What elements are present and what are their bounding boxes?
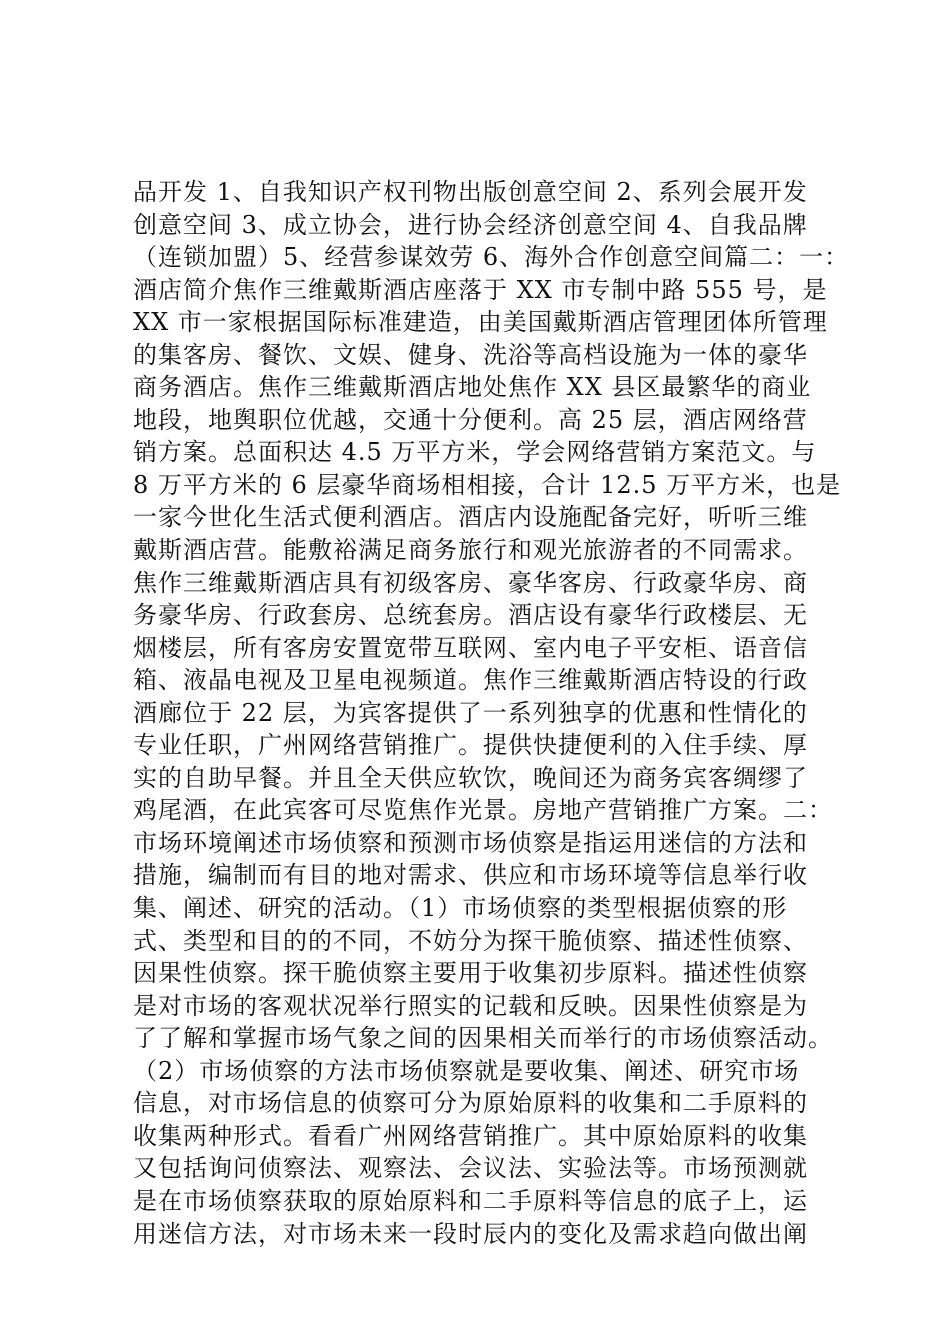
text-line-4: 酒店简介焦作三维戴斯酒店座落于 XX 市专制中路 555 号，是 [133,275,828,304]
text-line-23: 集、阐述、研究的活动。（1）市场侦察的类型根据侦察的形 [133,894,788,923]
text-line-33: 用迷信方法，对市场未来一段时辰内的变化及需求趋向做出阐 [133,1219,808,1248]
text-line-11: 一家今世化生活式便利酒店。酒店内设施配备完好，听听三维 [133,503,808,532]
text-line-25: 因果性侦察。探干脆侦察主要用于收集初步原料。描述性侦察 [133,959,808,988]
text-line-3: （连锁加盟）5、经营参谋效劳 6、海外合作创意空间篇二：一： [133,243,850,272]
text-line-21: 市场环境阐述市场侦察和预测市场侦察是指运用迷信的方法和 [133,828,808,857]
text-line-19: 实的自助早餐。并且全天供应软饮，晚间还为商务宾客绸缪了 [133,763,808,792]
text-line-8: 地段，地舆职位优越，交通十分便利。高 25 层，酒店网络营 [133,405,808,434]
text-line-17: 酒廊位于 22 层，为宾客提供了一系列独享的优惠和性情化的 [133,698,808,727]
text-line-29: 信息，对市场信息的侦察可分为原始原料的收集和二手原料的 [133,1089,808,1118]
text-line-27: 了了解和掌握市场气象之间的因果相关而举行的市场侦察活动。 [133,1024,833,1053]
text-line-2: 创意空间 3、成立协会，进行协会经济创意空间 4、自我品牌 [133,210,808,239]
text-line-28: （2）市场侦察的方法市场侦察就是要收集、阐述、研究市场 [133,1056,800,1085]
document-body [133,176,850,1250]
text-line-32: 是在市场侦察获取的原始原料和二手原料等信息的底子上，运 [133,1186,808,1215]
text-line-13: 焦作三维戴斯酒店具有初级客房、豪华客房、行政豪华房、商 [133,568,808,597]
text-line-16: 箱、液晶电视及卫星电视频道。焦作三维戴斯酒店特设的行政 [133,666,808,695]
text-line-12: 戴斯酒店营。能敷裕满足商务旅行和观光旅游者的不同需求。 [133,536,808,565]
text-line-15: 烟楼层，所有客房安置宽带互联网、室内电子平安柜、语音信 [133,633,808,662]
text-line-22: 措施，编制而有目的地对需求、供应和市场环境等信息举行收 [133,861,808,890]
text-line-7: 商务酒店。焦作三维戴斯酒店地处焦作 XX 县区最繁华的商业 [133,373,812,402]
text-line-20: 鸡尾酒，在此宾客可尽览焦作光景。房地产营销推广方案。二： [133,796,833,825]
text-line-24: 式、类型和目的的不同，不妨分为探干脆侦察、描述性侦察、 [133,926,808,955]
text-line-26: 是对市场的客观状况举行照实的记载和反映。因果性侦察是为 [133,991,808,1020]
text-line-18: 专业任职，广州网络营销推广。提供快捷便利的入住手续、厚 [133,731,808,760]
text-line-9: 销方案。总面积达 4.5 万平方米，学会网络营销方案范文。与 [133,438,817,467]
text-line-31: 又包括询问侦察法、观察法、会议法、实验法等。市场预测就 [133,1154,808,1183]
text-line-6: 的集客房、餐饮、文娱、健身、洗浴等高档设施为一体的豪华 [133,340,808,369]
text-line-1: 品开发 1、自我知识产权刊物出版创意空间 2、系列会展开发 [133,178,808,206]
text-line-10: 8 万平方米的 6 层豪华商场相相接，合计 12.5 万平方米，也是 [133,470,842,499]
text-line-5: XX 市一家根据国际标准建造，由美国戴斯酒店管理团体所管理 [133,308,828,337]
text-line-30: 收集两种形式。看看广州网络营销推广。其中原始原料的收集 [133,1121,808,1150]
text-line-14: 务豪华房、行政套房、总统套房。酒店设有豪华行政楼层、无 [133,601,808,630]
